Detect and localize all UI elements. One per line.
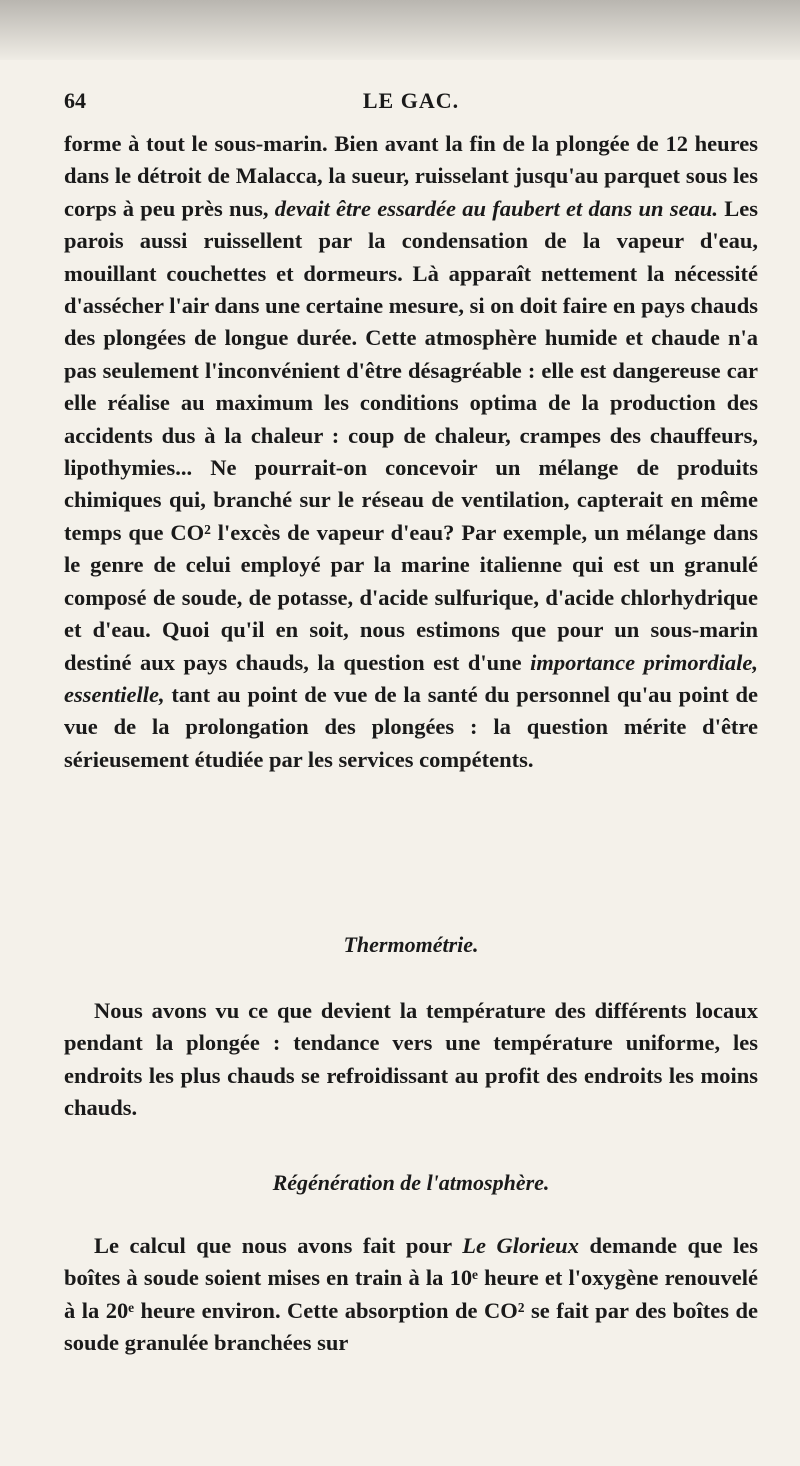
paragraph-1-text-a: forme à tout le sous-marin. Bien avant la fin de la plongée de 12 heures dans le détroit de Malacca, la sueur, ruisselant jusqu'au parquet sous les corps à peu près nus, [64,131,758,221]
paragraph-1-italic-a: devait être essardée au faubert et dans un seau. [274,195,718,221]
running-title: LE GAC. [362,88,460,113]
paragraph-1 [64,128,758,776]
section-heading-regeneration: Régénération de l'atmosphère. [272,1170,550,1195]
paragraph-1-text-c: tant au point de vue de la santé du personnel qu'au point de vue de la prolongation des plongées : la question mérite d'être sérieusement étudiée par les services compétents. [64,681,758,772]
running-head [64,88,758,118]
paragraph-thermometrie: Nous avons vu ce que devient la température des différents locaux pendant la plongée : tendance vers une température uniforme, les endroits les plus chauds se refroidissant au profit des endroits les moins chauds. [64,998,758,1121]
paragraph-1-text-b: Les parois aussi ruissellent par la condensation de la vapeur d'eau, mouillant couchettes et dormeurs. Là apparaît nettement la nécessité d'assécher l'air dans une certaine mesure, si on doit faire en pays chauds des plongées de longue durée. Cette atmosphère humide et chaude n'a pas seulement l'inconvénient d'être désagréable : elle est dangereuse car elle réalise au maximum les conditions optima de la production des accidents dus à la chaleur : coup de chaleur, crampes des chauffeurs, lipothymies... Ne pourrait-on concevoir un mélange de produits chimiques qui, branché sur le réseau de ventilation, capterait en même temps que CO² l'excès de vapeur d'eau? Par exemple, un mélange dans le genre de celui employé par la marine italienne qui est un granulé composé de soude, de potasse, d'acide sulfurique, d'acide chlorhydrique et d'eau. Quoi qu'il en soit, nous estimons que pour un sous-marin destiné aux pays chauds, la question est d'une [64,195,758,675]
paragraph-regeneration [64,1230,758,1360]
paragraph-regeneration-text-a: Le calcul que nous avons fait pour [94,1233,463,1258]
page-number: 64 [64,88,86,113]
scan-top-edge [0,0,800,60]
paragraph-regeneration-text-b: demande que les boîtes à soude soient mises en train à la 10ᵉ heure et l'oxygène renouvelé à la 20ᵉ heure environ. Cette absorption de CO² se fait par des boîtes de soude granulée branchées sur [64,1233,758,1356]
ship-name: Le Glorieux [462,1233,579,1258]
section-heading-thermometrie: Thermométrie. [343,932,479,957]
paragraph-1-italic-b: importance primordiale, essentielle, [64,649,759,707]
